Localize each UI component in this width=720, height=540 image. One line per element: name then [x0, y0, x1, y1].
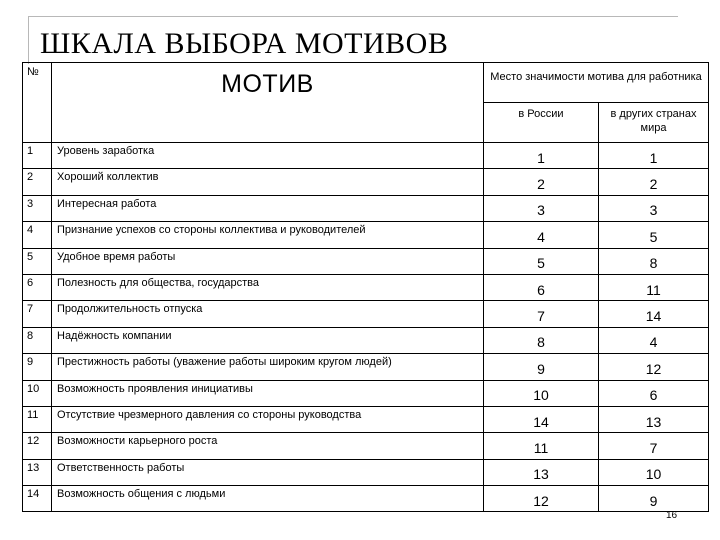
row-rank-russia: 14	[484, 406, 599, 432]
row-rank-russia: 9	[484, 354, 599, 380]
header-place-of-importance: Место значимости мотива для работника	[484, 63, 709, 103]
row-rank-russia: 12	[484, 486, 599, 512]
row-rank-russia: 13	[484, 459, 599, 485]
row-motive-name: Полезность для общества, государства	[52, 274, 484, 300]
row-rank-russia: 6	[484, 274, 599, 300]
row-motive-name: Возможность проявления инициативы	[52, 380, 484, 406]
row-number: 12	[23, 433, 52, 459]
row-motive-name: Уровень заработка	[52, 143, 484, 169]
row-rank-russia: 8	[484, 327, 599, 353]
row-motive-name: Престижность работы (уважение работы широким кругом людей)	[52, 354, 484, 380]
row-motive-name: Интересная работа	[52, 195, 484, 221]
row-number: 13	[23, 459, 52, 485]
row-rank-other-countries: 13	[599, 406, 709, 432]
table-row	[23, 433, 709, 459]
row-rank-other-countries: 11	[599, 274, 709, 300]
row-number: 9	[23, 354, 52, 380]
table-row	[23, 222, 709, 248]
row-rank-other-countries: 6	[599, 380, 709, 406]
row-number: 5	[23, 248, 52, 274]
row-motive-name: Возможность общения с людьми	[52, 486, 484, 512]
header-russia: в России	[484, 103, 599, 143]
row-rank-russia: 2	[484, 169, 599, 195]
table-row	[23, 169, 709, 195]
row-rank-russia: 11	[484, 433, 599, 459]
row-rank-russia: 10	[484, 380, 599, 406]
table-row	[23, 248, 709, 274]
row-rank-other-countries: 2	[599, 169, 709, 195]
table-row	[23, 274, 709, 300]
row-number: 1	[23, 143, 52, 169]
row-rank-other-countries: 7	[599, 433, 709, 459]
table-row	[23, 143, 709, 169]
row-motive-name: Хороший коллектив	[52, 169, 484, 195]
motives-table	[22, 62, 709, 512]
slide-frame-left-line	[28, 16, 29, 64]
row-rank-russia: 5	[484, 248, 599, 274]
row-motive-name: Надёжность компании	[52, 327, 484, 353]
row-rank-russia: 1	[484, 143, 599, 169]
table-row	[23, 301, 709, 327]
header-motive: МОТИВ	[52, 63, 484, 143]
slide-frame-top-line	[28, 16, 678, 17]
row-number: 2	[23, 169, 52, 195]
row-number: 7	[23, 301, 52, 327]
header-row-top	[23, 63, 709, 103]
row-rank-other-countries: 4	[599, 327, 709, 353]
row-rank-other-countries: 14	[599, 301, 709, 327]
row-motive-name: Возможности карьерного роста	[52, 433, 484, 459]
row-rank-other-countries: 1	[599, 143, 709, 169]
row-number: 8	[23, 327, 52, 353]
row-motive-name: Ответственность работы	[52, 459, 484, 485]
row-number: 10	[23, 380, 52, 406]
table-row	[23, 327, 709, 353]
row-rank-other-countries: 9	[599, 486, 709, 512]
row-rank-other-countries: 10	[599, 459, 709, 485]
row-number: 14	[23, 486, 52, 512]
table-row	[23, 380, 709, 406]
slide-title: ШКАЛА ВЫБОРА МОТИВОВ	[40, 27, 449, 60]
row-motive-name: Признание успехов со стороны коллектива и руководителей	[52, 222, 484, 248]
row-rank-other-countries: 8	[599, 248, 709, 274]
header-number: №	[23, 63, 52, 143]
row-motive-name: Удобное время работы	[52, 248, 484, 274]
row-number: 3	[23, 195, 52, 221]
row-number: 11	[23, 406, 52, 432]
row-number: 4	[23, 222, 52, 248]
row-number: 6	[23, 274, 52, 300]
row-rank-other-countries: 12	[599, 354, 709, 380]
row-rank-other-countries: 5	[599, 222, 709, 248]
table-row	[23, 354, 709, 380]
page-number: 16	[666, 510, 678, 521]
header-other-countries: в других странах мира	[599, 103, 709, 143]
row-rank-russia: 4	[484, 222, 599, 248]
table-row	[23, 406, 709, 432]
table-row	[23, 195, 709, 221]
row-rank-russia: 3	[484, 195, 599, 221]
row-rank-other-countries: 3	[599, 195, 709, 221]
row-motive-name: Продолжительность отпуска	[52, 301, 484, 327]
table-row	[23, 486, 709, 512]
row-motive-name: Отсутствие чрезмерного давления со стороны руководства	[52, 406, 484, 432]
row-rank-russia: 7	[484, 301, 599, 327]
table-row	[23, 459, 709, 485]
